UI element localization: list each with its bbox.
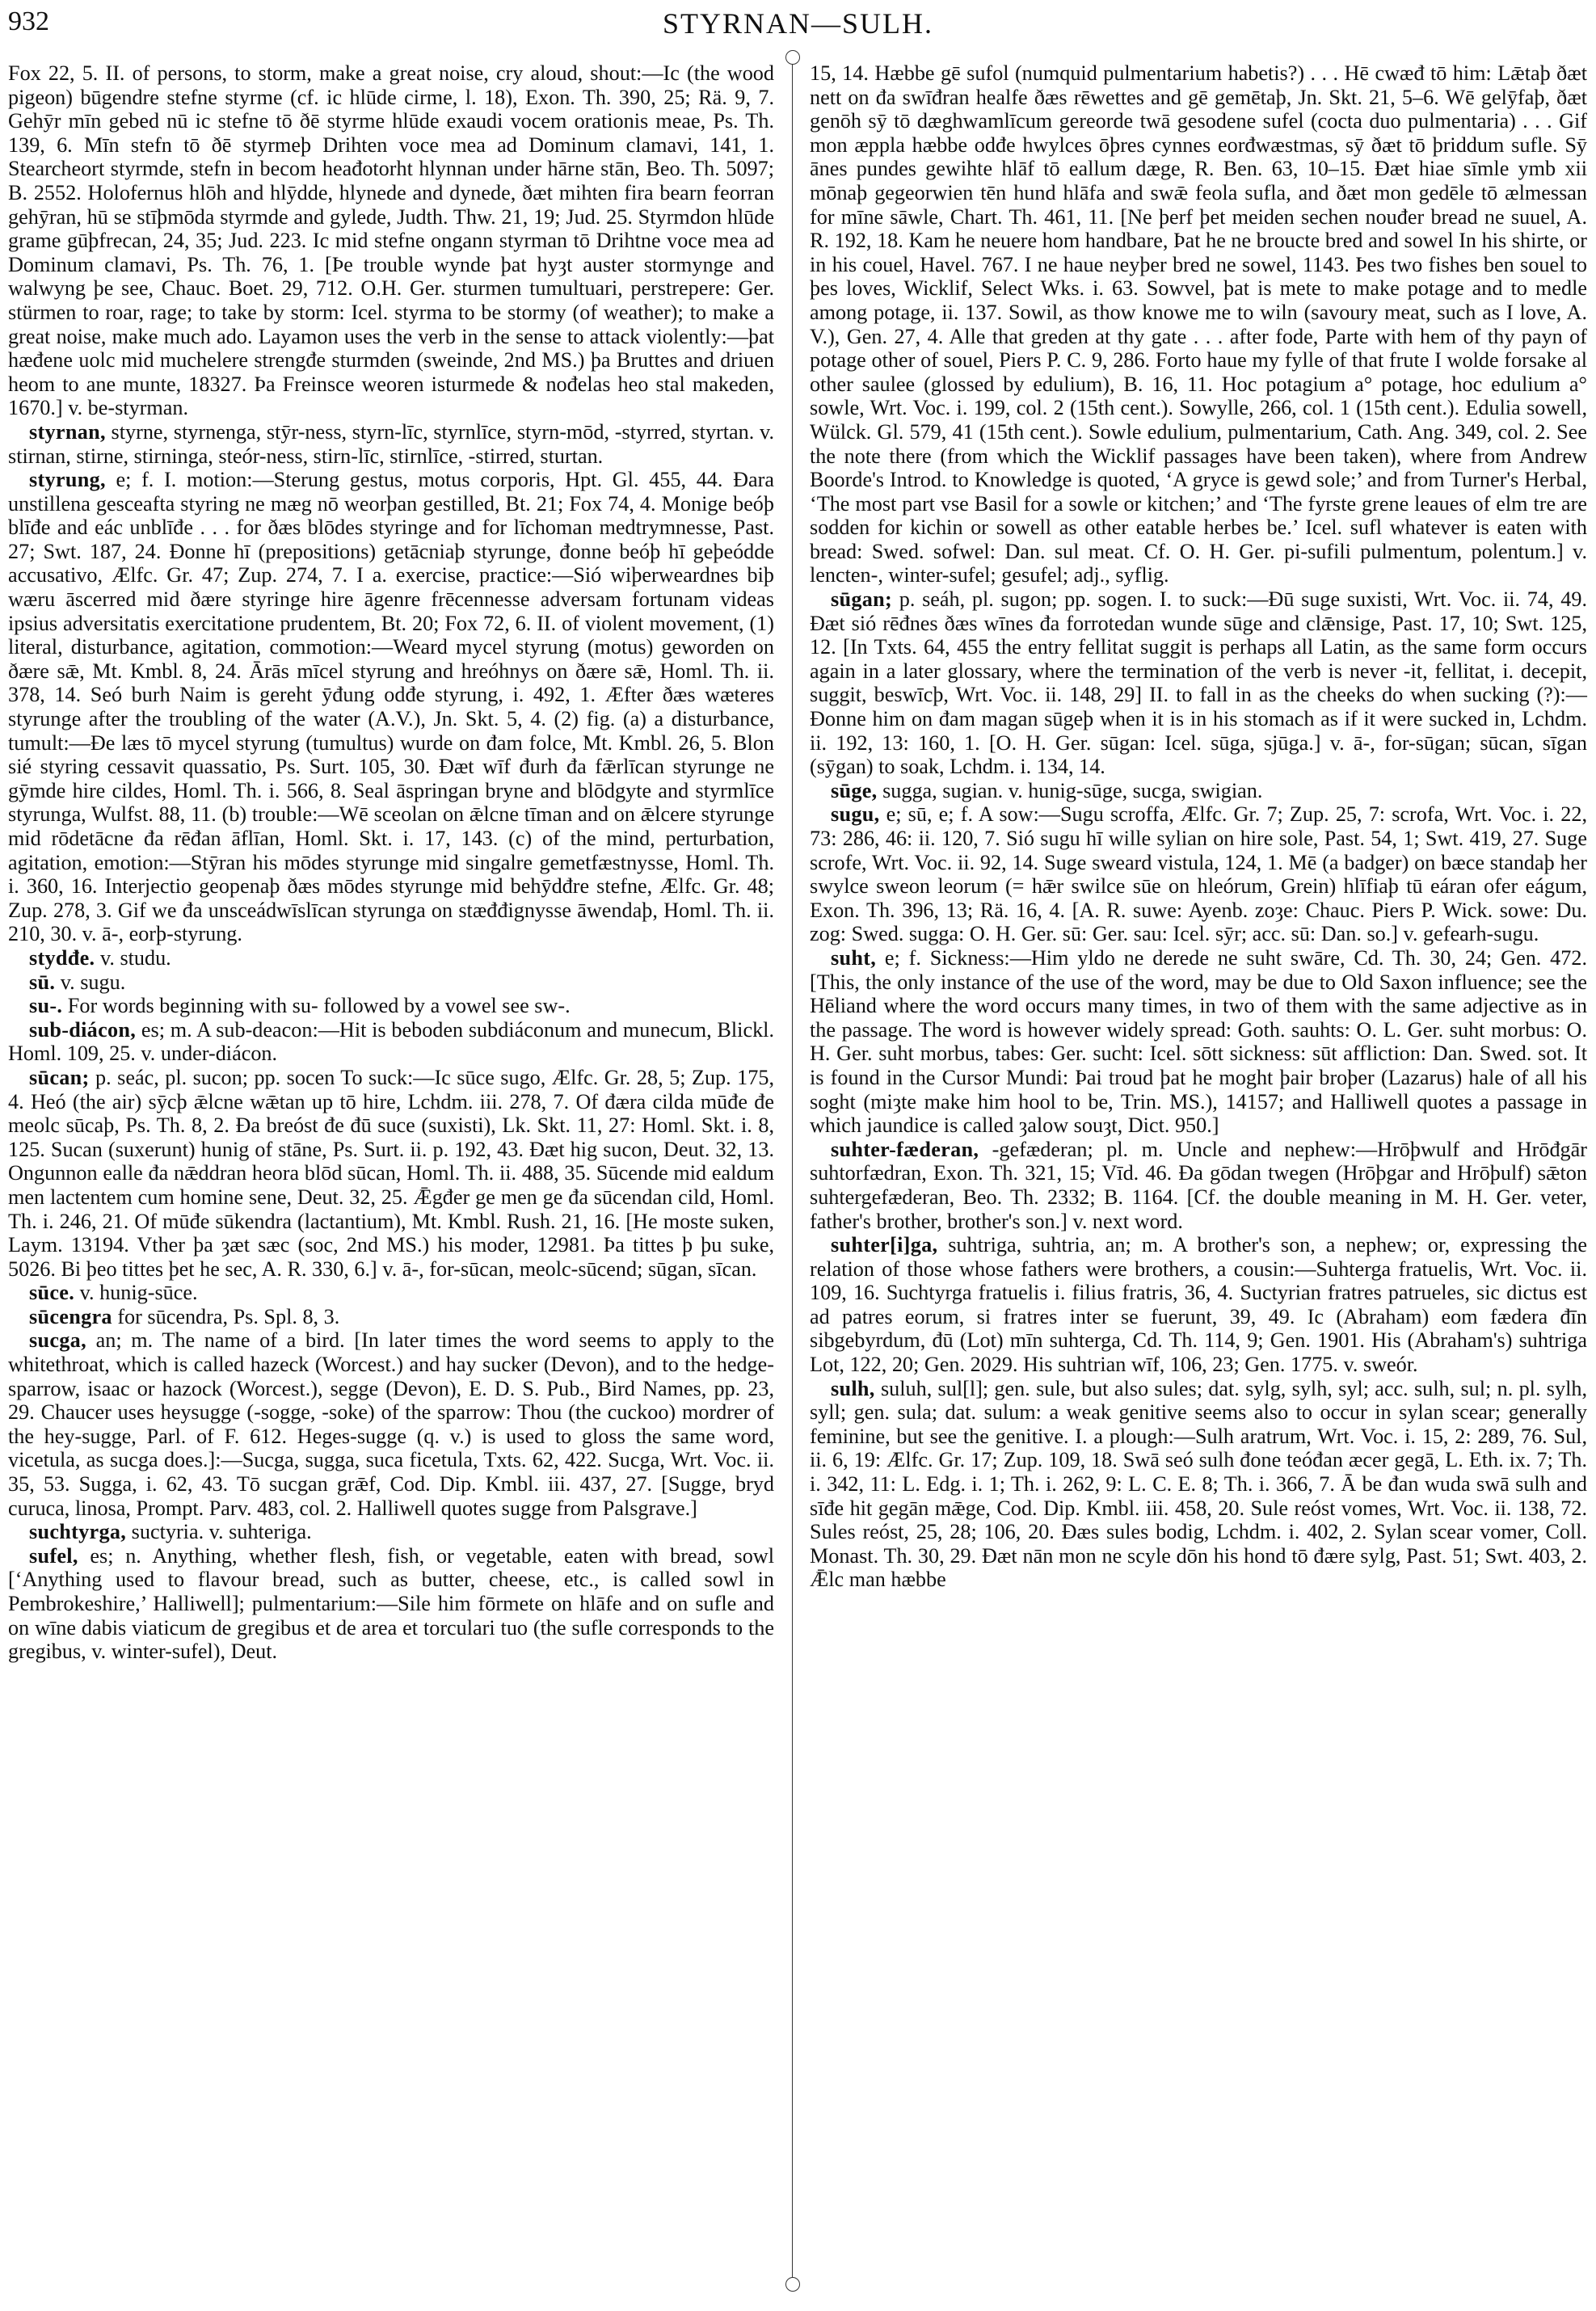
entry-body: Fox 22, 5. II. of persons, to storm, make a great noise, cry aloud, shout:—Ic (the wood pigeon) būgendre stefne styrme (cf. ic hlūde cirme, l. 18), Exon. Th. 390, 25; Rä. 9, 7. Gehȳr mīn gebed nū ic stefne tō ðē styrme hlūde exaudi vocem orationis meae, Ps. Th. 139, 6. Mīn stefn tō ðē styrmeþ Drihten voce mea ad Dominum clamavi, 141, 1. Stearcheort styrmde, stefn in becom heađotorht hlynnan under hārne stān, Beo. Th. 5097; B. 2552. Holofernus hlōh and hlȳdde, hlynede and dynede, ðæt mihten fira bearn feorran gehȳran, hū se stīþmōda styrmde and gylede, Judth. Thw. 21, 19; Jud. 25. Styrmdon hlūde grame gūþfrecan, 24, 35; Jud. 223. Ic mid stefne ongann styrman tō Drihtne voce mea ad Dominum clamavi, Ps. Th. 76, 1. [Þe trouble wynde þat hyȝt auster stormynge and walwyng þe see, Chauc. Boet. 29, 712. O.H. Ger. sturmen tumultuari, perstrepere: Ger. stürmen to roar, rage; to take by storm: Icel. styrma to be stormy (of weather); to make a great noise, make much ado. Layamon uses the verb in the sense to attack violently:—þat hæđene uolc mid muchelere strengđe sturmden (sweinde, 2nd MS.) þa Bruttes and driuen heom to ane munte, 18327. Þa Freinsce weoren isturmede & nođelas heo stal makeden, 1670.] v. be-styrman. bbox=[8, 61, 774, 420]
column-divider bbox=[792, 57, 793, 2287]
page-header bbox=[8, 6, 1588, 47]
headword: styrung, bbox=[29, 468, 106, 492]
left-column bbox=[8, 61, 774, 1664]
headword: sugu, bbox=[831, 802, 880, 827]
right-column bbox=[810, 61, 1587, 1592]
dictionary-entry bbox=[810, 1377, 1587, 1592]
entry-body: v. studu. bbox=[95, 945, 171, 970]
entry-body: e; f. Sickness:—Him yldo ne derede ne suht swāre, Cd. Th. 30, 24; Gen. 472. [This, the only instance of the use of the word, may be due to Old Saxon influence; see the Hēliand where the word occurs many times, in two of them with the same adjective as in the passage. The word is however widely spread: Goth. sauhts: O. L. Ger. suht morbus: O. H. Ger. suht morbus, tabes: Ger. sucht: Icel. sōtt sickness: sūt affliction: Dan. Swed. sot. It is found in the Cursor Mundi: Þai troud þat he moght þair broþer (Lazarus) hale of all his soght (miȝte make him hool to be, Trin. MS.), 14157; and Halliwell quotes a passage in which jaundice is called ȝalow souȝt, Dict. 950.] bbox=[810, 945, 1587, 1138]
entry-body: e; f. I. motion:—Sterung gestus, motus corporis, Hpt. Gl. 455, 44. Đara unstillena gesceafta styring ne mæg nō weorþan gestilled, Bt. 21; Fox 74, 4. Monige beóþ blīđe and eác unblīđe . . . for ðæs blōdes styringe and for līchoman medtrymnesse, Past. 27; Swt. 187, 24. Đonne hī (prepositions) getācniaþ styrunge, đonne beóþ hī geþeódde accusativo, Ælfc. Gr. 47; Zup. 274, 7. I a. exercise, practice:—Sió wiþerweardnes biþ wæru āscerred mid ðære styringe hire āgenre frēcennesse adversam fortunam videas ipsius adversitatis exercitatione prudentem, Bt. 20; Fox 72, 6. II. of violent movement, (1) literal, disturbance, agitation, commotion:—Weard mycel styrung (motus) geworden on ðære sǣ, Mt. Kmbl. 8, 24. Ārās mīcel styrung and hreóhnys on ðære sǣ, Homl. Th. ii. 378, 14. Seó burh Naim is gereht ȳđung odđe styrung, i. 492, 1. Æfter ðæs wæteres styrunge after the troubling of the water (A.V.), Jn. Skt. 5, 4. (2) fig. (a) a disturbance, tumult:—Đe læs tō mycel styrung (tumultus) wurde on đam folce, Mt. Kmbl. 26, 5. Blon sié styring cessavit quassatio, Ps. Surt. 105, 30. Đæt wīf đurh đa fǣrlīcan styrunge ne gȳmde hire cildes, Homl. Th. i. 566, 8. Seal āspringan bryne and blōdgyte and styrmlīce styrunga, Wulfst. 88, 11. (b) trouble:—Wē sceolan on ǣlcne tīman and on ǣlcere styrunge mid rōdetācne đa rēđan āflīan, Homl. Skt. i. 17, 143. (c) of the mind, perturbation, agitation, emotion:—Stȳran his mōdes styrunge mid singalre gemetfæstnysse, Homl. Th. i. 360, 16. Interjectio geopenaþ ðæs mōdes styrunge mid behȳdđre stefne, Ælfc. Gr. 48; Zup. 278, 3. Gif we đa unsceádwīslīcan styrunga on stæđđignysse āwendaþ, Homl. Th. ii. 210, 30. v. ā-, eorþ-styrung. bbox=[8, 468, 774, 946]
dictionary-entry bbox=[8, 1018, 774, 1066]
headword: sūgan; bbox=[831, 587, 893, 612]
headword: sūce. bbox=[29, 1281, 75, 1305]
entry-body: for sūcendra, Ps. Spl. 8, 3. bbox=[112, 1304, 340, 1328]
dictionary-entry bbox=[8, 1066, 774, 1281]
dictionary-entry bbox=[8, 994, 774, 1018]
entry-body: -gefæderan; pl. m. Uncle and nephew:—Hrōþwulf and Hrōđgār suhtorfædran, Exon. Th. 321, 15; Vīd. 46. Đa gōdan twegen (Hrōþgar and Hrōþulf) sǣton suhtergefæderan, Beo. Th. 2332; B. 1164. [Cf. the double meaning in M. H. Ger. veter, father's brother, brother's son.] v. next word. bbox=[810, 1137, 1587, 1233]
headword: suht, bbox=[831, 945, 877, 970]
entry-body: suluh, sul[l]; gen. sule, but also sules; dat. sylg, sylh, syl; acc. sulh, sul; n. pl. sylh, syll; gen. sula; dat. sulum: a weak genitive seems also to occur in sylan scear; generally feminine, but see the genitive. I. a plough:—Sulh aratrum, Wrt. Voc. i. 15, 2: 289, 76. Sul, ii. 6, 19: Ælfc. Gr. 17; Zup. 109, 18. Swā seó sulh đone teóđan æcer gegā, L. Eth. ix. 7; Th. i. 342, 11: L. Edg. i. 1; Th. i. 262, 9: L. C. E. 8; Th. i. 366, 7. Ā be đan wuda swā sulh and sīđe hit gegān mǣge, Cod. Dip. Kmbl. iii. 458, 20. Sule reóst vomes, Wrt. Voc. ii. 138, 72. Sules reóst, 25, 28; 106, 20. Đæs sules bodig, Lchdm. i. 402, 2. Sylan scear vomer, Coll. Monast. Th. 30, 29. Đæt nān mon ne scyle dōn his hond tō đære sylg, Past. 51; Swt. 403, 2. Ǣlc man hæbbe bbox=[810, 1376, 1587, 1592]
headword: stydđe. bbox=[29, 945, 95, 970]
headword: styrnan, bbox=[29, 419, 106, 444]
dictionary-entry bbox=[8, 970, 774, 995]
entry-body: v. sugu. bbox=[55, 970, 126, 994]
headword: suhter-fæderan, bbox=[831, 1137, 979, 1161]
entry-body: p. seác, pl. sucon; pp. socen To suck:—Ic sūce sugo, Ælfc. Gr. 28, 5; Zup. 175, 4. Heó (the air) sȳcþ ǣlcne wǣtan up tō hire, Lchdm. iii. 278, 7. Of đæra cilda mūđe đe meolc sūcaþ, Ps. Th. 8, 2. Đa breóst đe đū suce (suxisti), Lk. Skt. 11, 27: Homl. Skt. i. 8, 125. Sucan (suxerunt) hunig of stāne, Ps. Surt. ii. p. 192, 43. Đæt hig sucon, Deut. 32, 13. Ongunnon ealle đa nǣddran heora blōd sūcan, Homl. Th. ii. 488, 35. Sūcende mid ealdum men lactentem cum homine sene, Deut. 32, 25. Ǣgđer ge men ge đa sūcendan cild, Homl. Th. i. 246, 21. Of mūđe sūkendra (lactantium), Mt. Kmbl. Rush. 21, 16. [He moste suken, Laym. 13194. Vther þa ȝæt sæc (soc, 2nd MS.) his moder, 12981. Þa tittes þ þu suke, 5026. Bi þeo tittes þet he sec, A. R. 330, 6.] v. ā-, for-sūcan, meolc-sūcend; sūgan, sīcan. bbox=[8, 1065, 774, 1281]
dictionary-entry bbox=[8, 1520, 774, 1544]
dictionary-entry bbox=[810, 1233, 1587, 1377]
headword: sūcengra bbox=[29, 1304, 112, 1328]
headword: sub-diácon, bbox=[29, 1017, 137, 1042]
entry-body: 15, 14. Hæbbe gē sufol (numquid pulmentarium habetis?) . . . Hē cwæđ tō him: Lǣtaþ ðæt nett on đa swīđran healfe ðæs rēwettes and gē gemētaþ, Jn. Skt. 21, 5–6. Wē gelȳfaþ, ðæt genōh sȳ tō dæghwamlīcum gereorde twā gesodene sufel (cocta duo pulmentaria) . . . Gif mon æppla hæbbe odđe hwylces ōþres cynnes eorđwæstmas, sȳ ðæt tō þriddum sufle. Sȳ ānes pundes gewihte hlāf tō eallum dæge, R. Ben. 63, 10–15. Đæt hiae sīmle ymb xii mōnaþ gegeorwien tēn hund hlāfa and swǣ feola sufla, and ðæt mon gedēle tō ælmessan for mīne sāwle, Chart. Th. 461, 11. [Ne þerf þet meiden sechen nouđer bread ne suuel, A. R. 192, 18. Kam he neuere hom handbare, Þat he ne broucte bred and sowel In his shirte, or in his couel, Havel. 767. I ne haue neyþer bred ne sowel, 1143. Þes two fishes ben souel to þes loves, Wicklif, Select Wks. i. 63. Sowvel, þat is mete to make potage and to medle among potage, ii. 137. Sowil, as thow knowe me to wiln (savoury meat, such as I love, A. V.), Gen. 27, 4. Alle that greden at thy gate . . . after fode, Parte with hem of thy payn of potage other of souel, Piers P. C. 9, 286. Forto haue my fylle of that frute I wolde forsake al other saulee (glossed by edulium), B. 16, 11. Hoc potagium a° potage, hoc edulium a° sowle, Wrt. Voc. i. 199, col. 2 (15th cent.). Sowylle, 266, col. 1 (15th cent.). Edulia sowell, Wülck. Gl. 579, 41 (15th cent.). Sowle edulium, pulmentarium, Cath. Ang. 349, col. 2. See the note there (from which the Wicklif passages have been taken), where from Andrew Boorde's Introd. to Knowledge is quoted, ‘A gryce is gewd sole;’ and from Turner's Herbal, ‘The most part vse Basil for a sowle or kitchen;’ and ‘The fyrste grene leaues of elm tre are sodden for kichin or sowell as other eatable herbes be.’ Icel. sufl whatever is eaten with bread: Swed. sofwel: Dan. sul meat. Cf. O. H. Ger. pi-sufili pulmentum, polentum.] v. lencten-, winter-sufel; gesufel; adj., syflig. bbox=[810, 61, 1587, 587]
dictionary-entry bbox=[8, 468, 774, 946]
entry-body: p. seáh, pl. sugon; pp. sogen. I. to suck:—Đū suge suxisti, Wrt. Voc. ii. 74, 49. Đæt sió rēđnes ðæs wīnes đa forrotedan wunde sūge and clǣnsige, Past. 17, 10; Swt. 125, 12. [In Txts. 64, 455 the entry fellitat suggit is perhaps all Latin, as the same form occurs again in a later glossary, where the termination of the verb is never -it, fellitat, i. decepit, suggit, beswīcþ, Wrt. Voc. ii. 148, 29] II. to fall in as the cheeks do when sucking (?):—Đonne him on đam magan sūgeþ when it is in his stomach as if it were sucked in, Lchdm. ii. 192, 13: 160, 1. [O. H. Ger. sūgan: Icel. sūga, sjūga.] v. ā-, for-sūgan; sūcan, sīgan (sȳgan) to soak, Lchdm. i. 134, 14. bbox=[810, 587, 1587, 779]
headword: su-. bbox=[29, 994, 63, 1018]
divider-ornament-bottom bbox=[785, 2277, 800, 2292]
headword: sū. bbox=[29, 970, 56, 994]
dictionary-entry bbox=[8, 1305, 774, 1329]
entry-body: suhtriga, suhtria, an; m. A brother's son, a nephew; or, expressing the relation of those whose fathers were brothers, a cousin:—Suhterga fratuelis, Wrt. Voc. ii. 109, 16. Suchtyrga fratuelis i. filius fratris, 36, 4. Suctyrian fratres patrueles, sic dictus est ad patres eorum, si fratres inter se fuerunt, 39, 49. Ic (Abraham) eom fædera đīn sibgebyrdum, đū (Lot) mīn suhterga, Cd. Th. 114, 9; Gen. 1901. His (Abraham's) suhtriga Lot, 122, 20; Gen. 2029. His suhtrian wīf, 106, 23; Gen. 1775. v. sweór. bbox=[810, 1233, 1587, 1377]
dictionary-entry bbox=[8, 1281, 774, 1305]
entry-body: es; n. Anything, whether flesh, fish, or vegetable, eaten with bread, sowl [‘Anything used to flavour bread, such as butter, cheese, etc., is called sowl in Pembrokeshire,’ Halliwell]; pulmentarium:—Sile him fōrmete on hlāfe and on sufle and on wīne dabis viaticum de gregibus et de area et torculari tuo (the sufle corresponds to the gregibus, v. winter-sufel), Deut. bbox=[8, 1543, 774, 1664]
page-number: 932 bbox=[8, 6, 49, 36]
dictionary-entry bbox=[8, 420, 774, 468]
headword: sulh, bbox=[831, 1376, 875, 1400]
entry-body: es; m. A sub-deacon:—Hit is beboden subdiáconum and munecum, Blickl. Homl. 109, 25. v. under-diácon. bbox=[8, 1017, 774, 1066]
entry-body: styrne, styrnenga, stȳr-ness, styrn-līc, styrnlīce, styrn-mōd, -styrred, styrtan. v. stirnan, stirne, stirninga, steór-ness, stirn-līc, stirnlīce, -stirred, sturtan. bbox=[8, 419, 774, 468]
headword: sufel, bbox=[29, 1543, 78, 1568]
headword: sucga, bbox=[29, 1328, 86, 1353]
entry-body: v. hunig-sūce. bbox=[74, 1281, 198, 1305]
dictionary-entry bbox=[8, 946, 774, 970]
dictionary-entry bbox=[810, 946, 1587, 1138]
dictionary-entry bbox=[810, 1138, 1587, 1233]
entry-body: sugga, sugian. v. hunig-sūge, sucga, swigian. bbox=[877, 778, 1263, 802]
dictionary-entry bbox=[810, 802, 1587, 946]
headword: suhter[i]ga, bbox=[831, 1233, 938, 1257]
dictionary-entry bbox=[810, 587, 1587, 779]
running-title: STYRNAN—SULH. bbox=[662, 7, 934, 40]
headword: sūcan; bbox=[29, 1065, 90, 1089]
dictionary-entry bbox=[8, 61, 774, 420]
entry-body: For words beginning with su- followed by a vowel see sw-. bbox=[62, 994, 571, 1018]
dictionary-entry bbox=[810, 61, 1587, 587]
entry-body: suctyria. v. suhteriga. bbox=[126, 1520, 312, 1544]
dictionary-entry bbox=[810, 779, 1587, 803]
divider-ornament-top bbox=[785, 50, 800, 65]
dictionary-entry bbox=[8, 1328, 774, 1520]
entry-body: e; sū, e; f. A sow:—Sugu scroffa, Ælfc. Gr. 7; Zup. 25, 7: scrofa, Wrt. Voc. i. 22, 73: 286, 46: ii. 120, 7. Sió sugu hī wille sylian on hire sole, Past. 54, 1; Swt. 419, 27. Suge scrofe, Wrt. Voc. ii. 92, 14. Suge sweard vistula, 124, 1. Mē (a badger) on bæce standaþ her swylce sweon leorum (= hǣr swilce sūe on hleórum, Grein) hlīfiaþ tū eáran ofer eágum, Exon. Th. 396, 13; Rä. 16, 4. [A. R. suwe: Ayenb. zoȝe: Chauc. Piers P. Wick. sowe: Du. zog: Swed. sugga: O. H. Ger. sū: Ger. sau: Icel. sȳr; acc. sū: Dan. so.] v. gefearh-sugu. bbox=[810, 802, 1587, 946]
entry-body: an; m. The name of a bird. [In later times the word seems to apply to the whitethroat, which is called hazeck (Worcest.) and hay sucker (Devon), and to the hedge-sparrow, isaac or hazock (Worcest.), segge (Devon), E. D. S. Pub., Bird Names, pp. 23, 29. Chaucer uses heysugge (-sogge, -soke) of the sparrow: Thou (the cuckoo) mordrer of the hey-sugge, Parl. of F. 612. Heges-sugge (q. v.) is used to gloss the same word, vicetula, as sucga does.]:—Sucga, sugga, suca ficetula, Txts. 62, 422. Sucga, Wrt. Voc. ii. 35, 53. Sugga, i. 62, 43. Tō sucgan grǣf, Cod. Dip. Kmbl. iii. 437, 27. [Sugge, bryd curuca, linosa, Prompt. Parv. 483, col. 2. Halliwell quotes sugge from Palsgrave.] bbox=[8, 1328, 774, 1520]
dictionary-entry bbox=[8, 1544, 774, 1664]
headword: sūge, bbox=[831, 778, 878, 802]
headword: suchtyrga, bbox=[29, 1520, 127, 1544]
